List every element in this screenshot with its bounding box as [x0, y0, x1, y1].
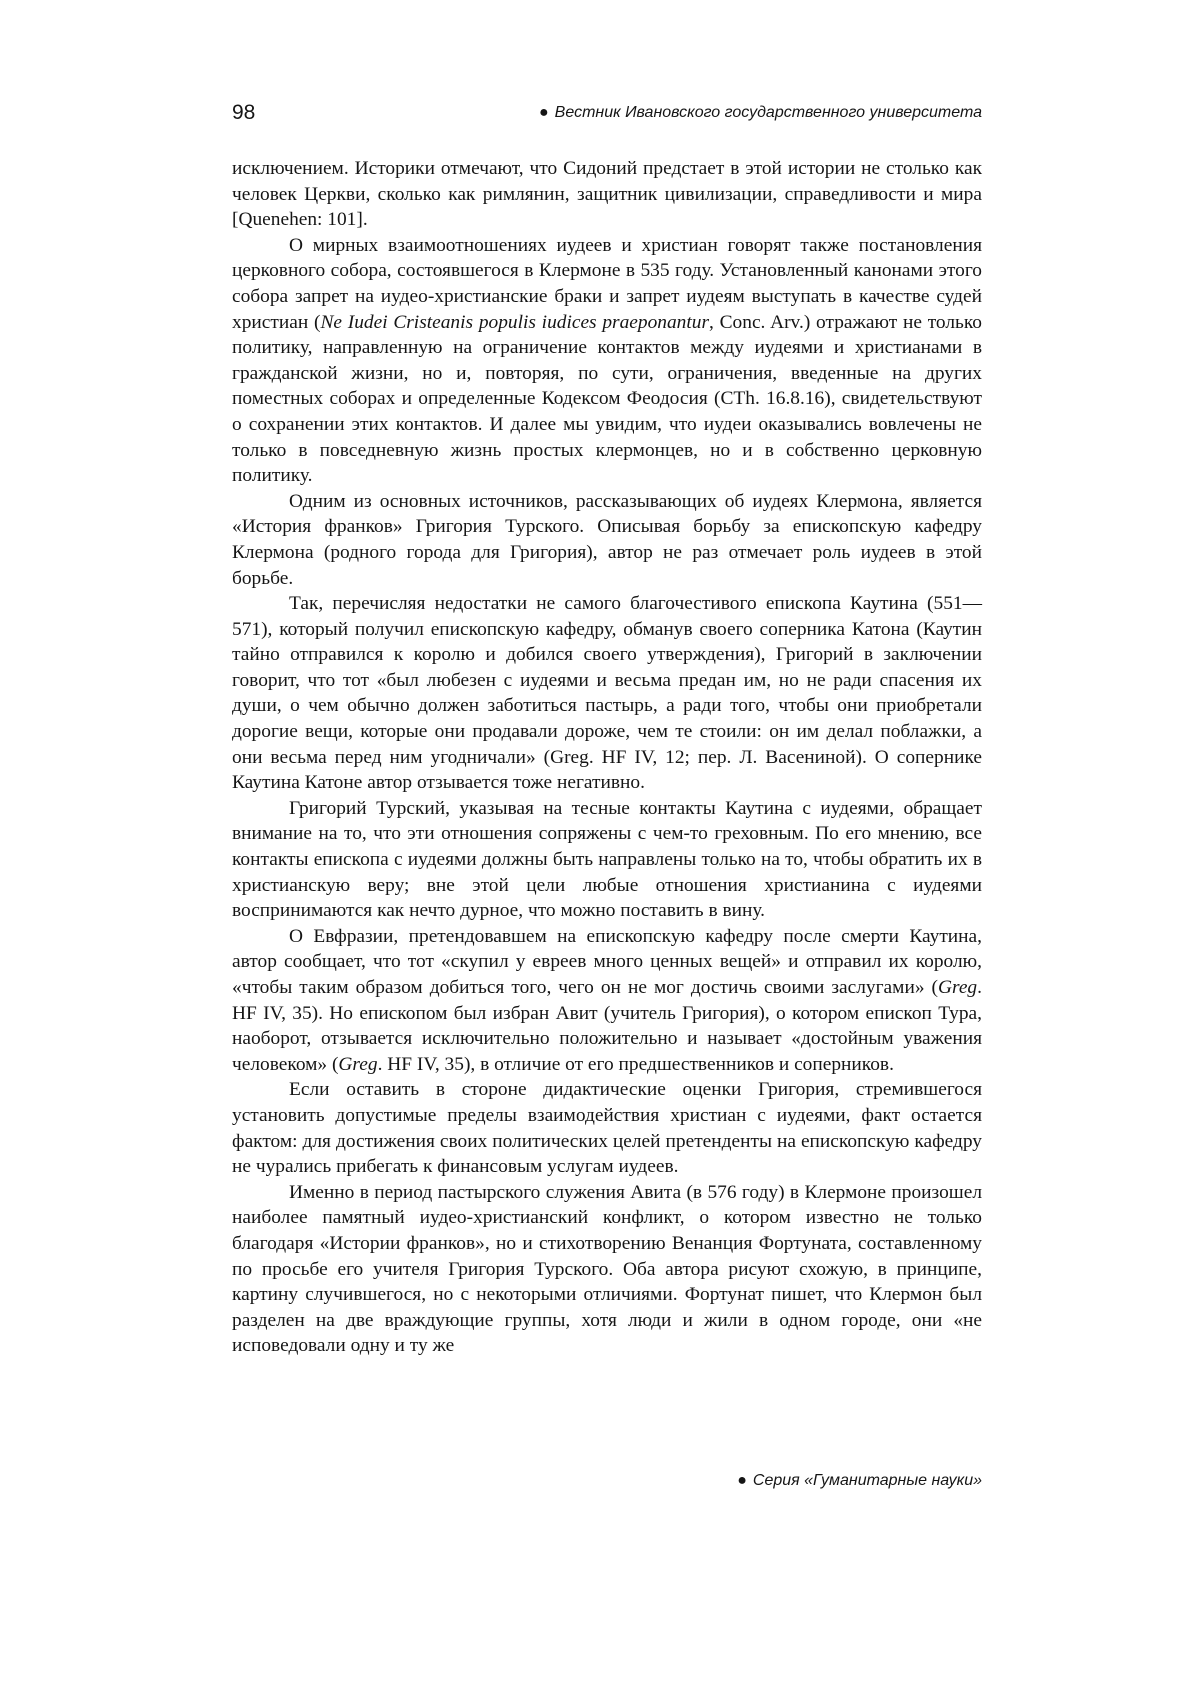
paragraph-1: исключением. Историки отмечают, что Сидоний предстает в этой истории не столько как человек Церкви, сколько как римлянин, защитник цивилизации, справедливости и мира [Quenehen: 101].	[232, 156, 982, 233]
citation-author: Greg	[338, 1054, 377, 1075]
paragraph-7: Если оставить в стороне дидактические оценки Григория, стремившегося установить допустимые пределы взаимодействия христиан с иудеями, факт остается фактом: для достижения своих политических целей претенденты на епископскую кафедру не чурались прибегать к финансовым услугам иудеев.	[232, 1077, 982, 1179]
latin-citation: Ne Iudei Cristeanis populis iudices praeponantur	[320, 312, 709, 333]
bullet-icon: ●	[539, 104, 549, 121]
paragraph-8: Именно в период пастырского служения Авита (в 576 году) в Клермоне произошел наиболее памятный иудео-христианский конфликт, о котором известно не только благодаря «Истории франков», но и стихотворению Венанция Фортуната, составленному по просьбе его учителя Григория Турского. Оба автора рисуют схожую, в принципе, картину случившегося, но с некоторыми отличиями. Фортунат пишет, что Клермон был разделен на две враждующие группы, хотя люди и жили в одном городе, они «не исповедовали одну и ту же	[232, 1180, 982, 1359]
journal-page	[0, 0, 1200, 1697]
paragraph-2: О мирных взаимоотношениях иудеев и христиан говорят также постановления церковного собора, состоявшегося в Клермоне в 535 году. Установленный канонами этого собора запрет на иудео-христианские браки и запрет иудеям выступать в качестве судей христиан (Ne Iudei Cristeanis populis iudices praeponantur, Conc. Arv.) отражают не только политику, направленную на ограничение контактов между иудеями и христианами в гражданской жизни, но и, повторяя, по сути, ограничения, введенные на других поместных соборах и определенные Кодексом Феодосия (CTh. 16.8.16), свидетельствуют о сохранении этих контактов. И далее мы увидим, что иудеи оказывались вовлечены не только в повседневную жизнь простых клермонцев, но и в собственно церковную политику.	[232, 233, 982, 489]
series-title: Серия «Гуманитарные науки»	[753, 1472, 982, 1489]
page-header	[232, 96, 982, 130]
paragraph-6: О Евфразии, претендовавшем на епископскую кафедру после смерти Каутина, автор сообщает, что тот «скупил у евреев много ценных вещей» и отправил их королю, «чтобы таким образом добиться того, чего он не мог достичь своими заслугами» (Greg. HF IV, 35). Но епископом был избран Авит (учитель Григория), о котором епископ Тура, наоборот, отзывается исключительно положительно и называет «достойным уважения человеком» (Greg. HF IV, 35), в отличие от его предшественников и соперников.	[232, 924, 982, 1078]
page-footer	[737, 1472, 982, 1490]
paragraph-3: Одним из основных источников, рассказывающих об иудеях Клермона, является «История франков» Григория Турского. Описывая борьбу за епископскую кафедру Клермона (родного города для Григория), автор не раз отмечает роль иудеев в этой борьбе.	[232, 489, 982, 591]
citation-author: Greg	[938, 977, 977, 998]
paragraph-5: Григорий Турский, указывая на тесные контакты Каутина с иудеями, обращает внимание на то, что эти отношения сопряжены с чем-то греховным. По его мнению, все контакты епископа с иудеями должны быть направлены только на то, чтобы обратить их в христианскую веру; вне этой цели любые отношения христианина с иудеями воспринимаются как нечто дурное, что можно поставить в вину.	[232, 796, 982, 924]
journal-title	[539, 96, 982, 130]
page-number: 98	[232, 96, 255, 130]
paragraph-4: Так, перечисляя недостатки не самого благочестивого епископа Каутина (551—571), который получил епископскую кафедру, обманув своего соперника Катона (Каутин тайно отправился к королю и добился своего утверждения), Григорий в заключении говорит, что тот «был любезен с иудеями и весьма предан им, но не ради спасения их души, о чем обычно должен заботиться пастырь, а ради того, чтобы они приобретали дорогие вещи, которые они продавали дороже, чем те стоили: он им делал поблажки, а они весьма перед ним угодничали» (Greg. HF IV, 12; пер. Л. Васениной). О сопернике Каутина Катоне автор отзывается тоже негативно.	[232, 591, 982, 796]
journal-title-text: Вестник Ивановского государственного университета	[555, 104, 982, 121]
bullet-icon: ●	[737, 1472, 747, 1489]
article-body	[232, 156, 982, 1359]
